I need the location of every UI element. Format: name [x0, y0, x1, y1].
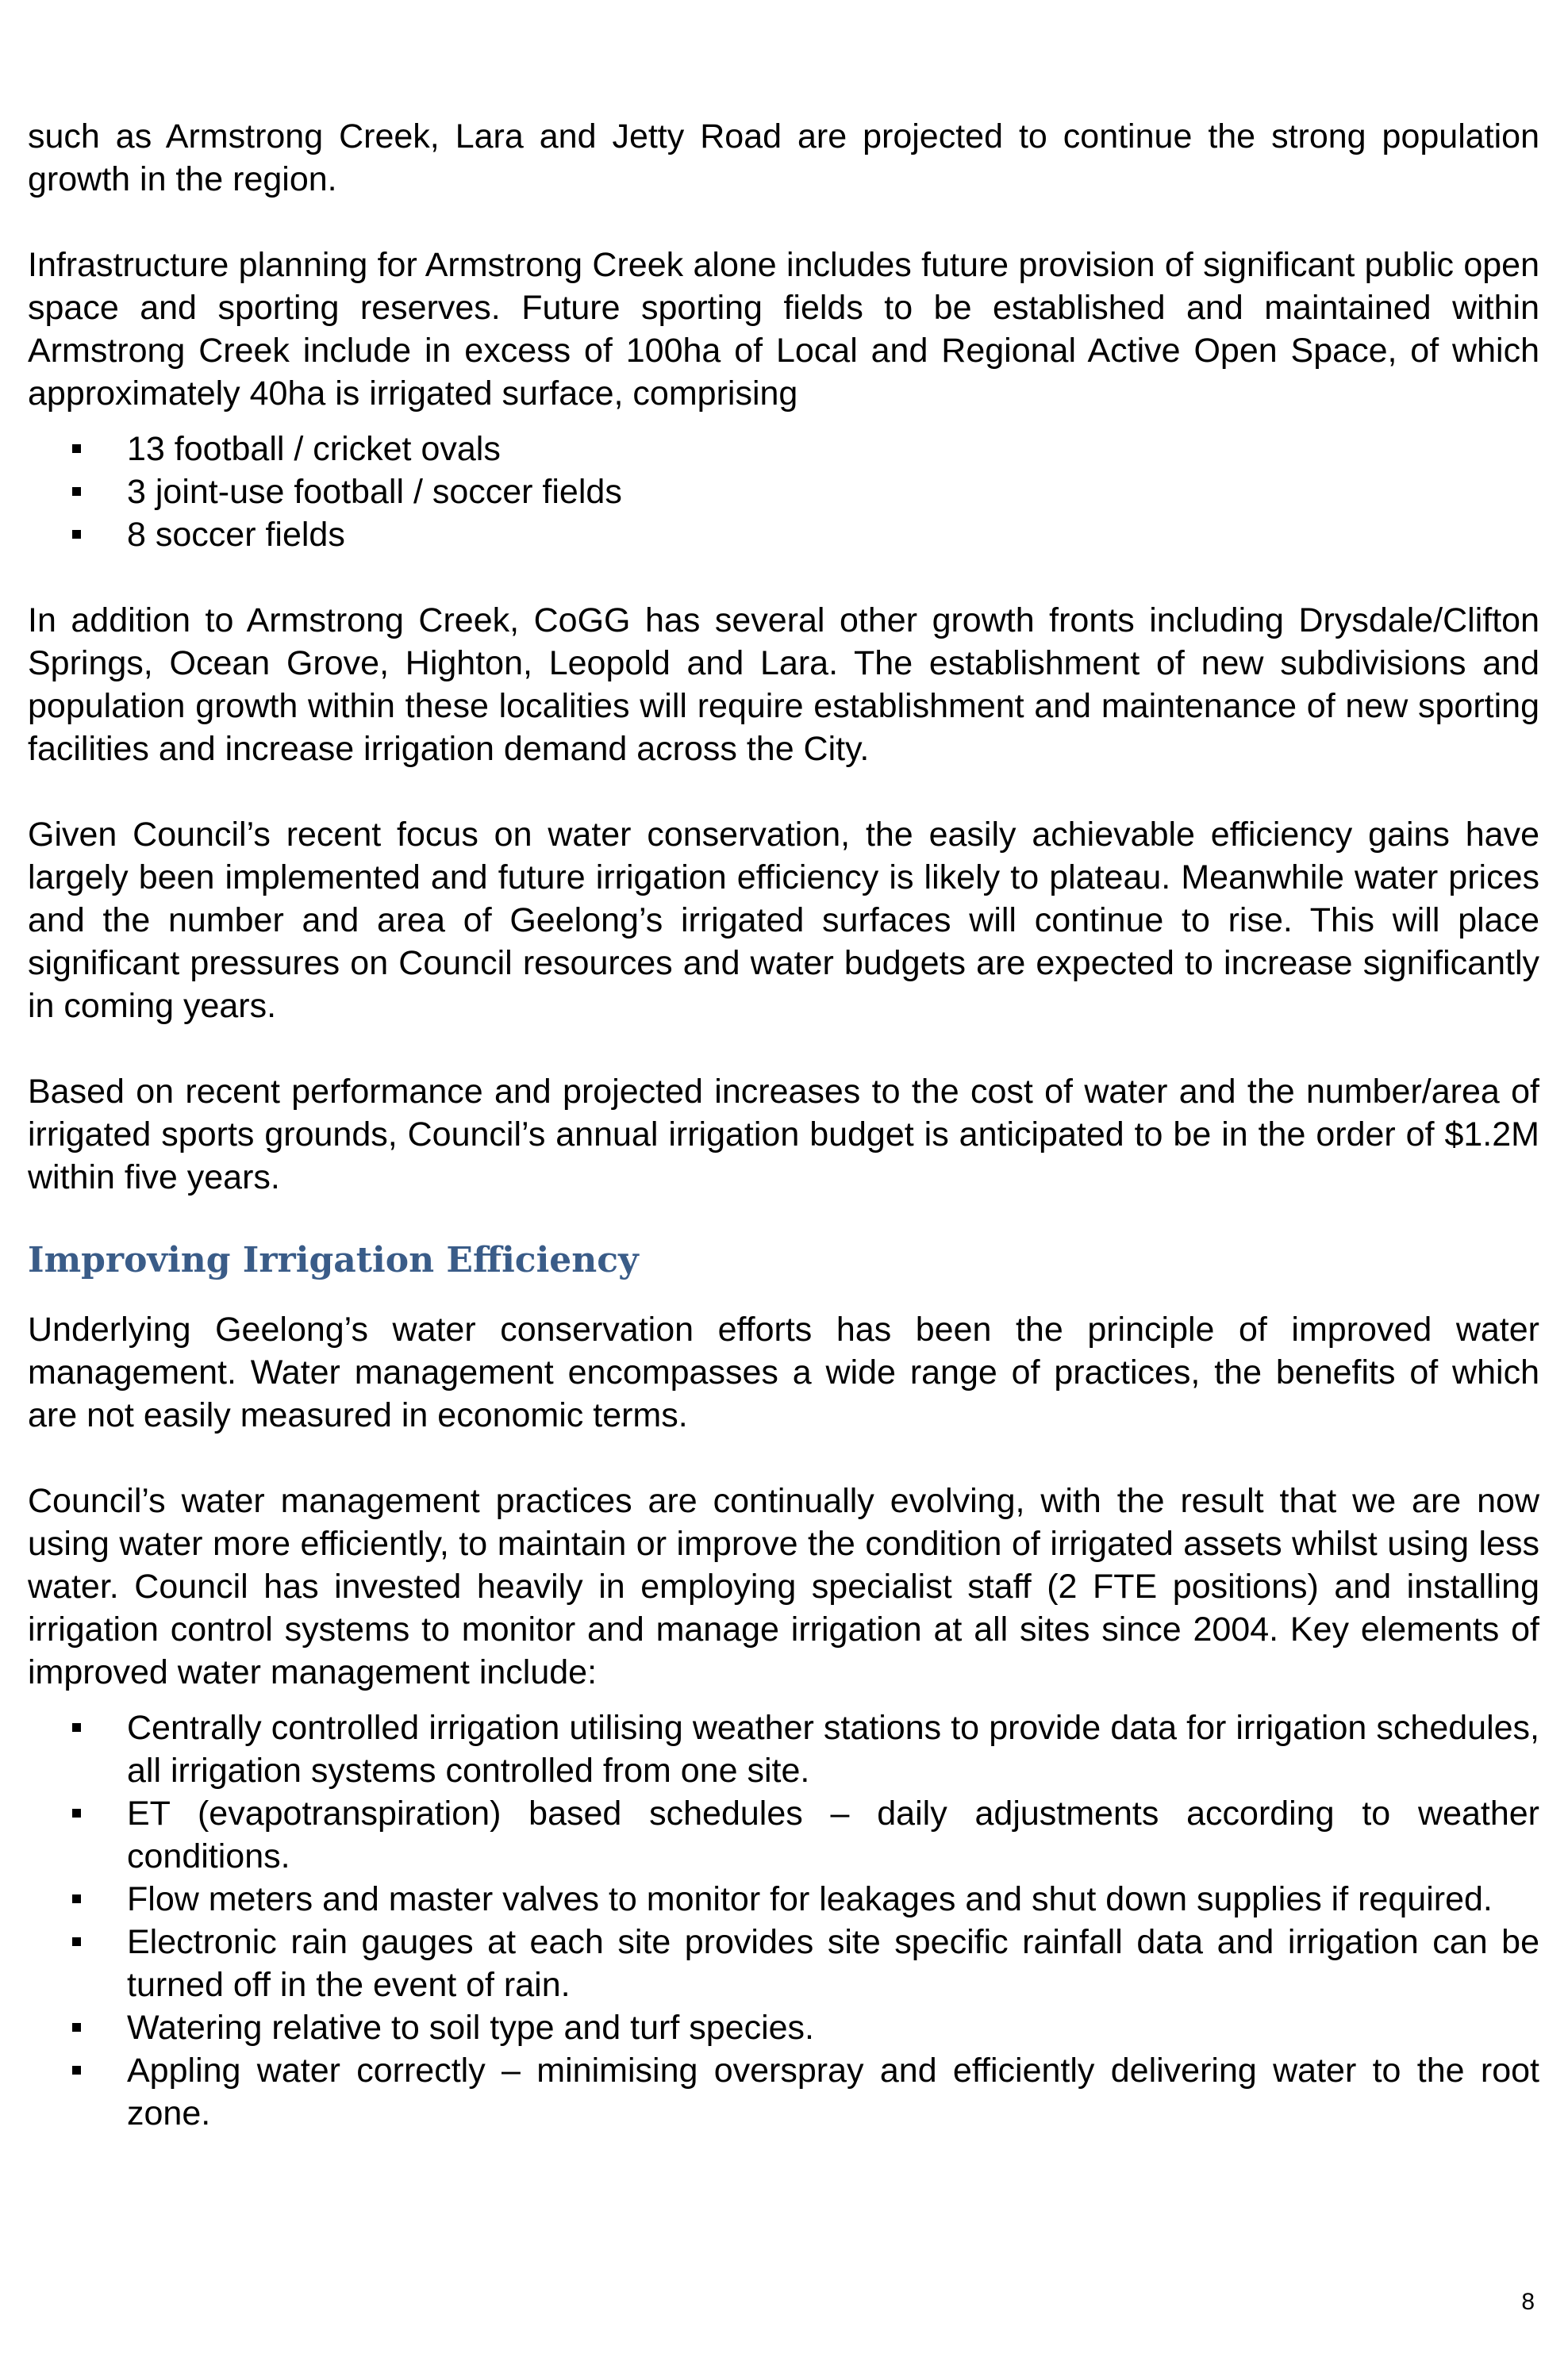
page-number: 8	[1521, 2289, 1535, 2315]
list-item	[28, 1792, 1539, 1878]
list-item-text: 8 soccer fields	[127, 516, 345, 554]
paragraph-growth-fronts: In addition to Armstrong Creek, CoGG has several other growth fronts including Drysdale/Clifton Springs, Ocean Grove, Highton, Leopold and Lara. The establishment of new subdivisions and population growth within these localities will require establishment and maintenance of new sporting facilities and increase irrigation demand across the City.	[28, 601, 1539, 768]
square-bullet-icon	[72, 487, 81, 496]
list-item-text: ET (evapotranspiration) based schedules – daily adjustments according to weather conditions.	[127, 1795, 1539, 1875]
paragraph-management-practices: Council’s water management practices are continually evolving, with the result that we are now using water more efficiently, to maintain or improve the condition of irrigated assets whilst using less water. Council has invested heavily in employing specialist staff (2 FTE positions) and installing irrigation control systems to monitor and manage irrigation at all sites since 2004. Key elements of improved water management include:	[28, 1482, 1539, 1691]
square-bullet-icon	[72, 1937, 81, 1946]
list-item	[28, 1921, 1539, 2006]
list-item	[28, 2049, 1539, 2135]
list-item	[28, 1878, 1539, 1921]
paragraph-water-management: Underlying Geelong’s water conservation efforts has been the principle of improved water management. Water management encompasses a wide range of practices, the benefits of which are not easily measured in economic terms.	[28, 1311, 1539, 1434]
list-item-text: Centrally controlled irrigation utilising weather stations to provide data for irrigation schedules, all irrigation systems controlled from one site.	[127, 1709, 1539, 1790]
square-bullet-icon	[72, 444, 81, 453]
square-bullet-icon	[72, 1723, 81, 1732]
list-item	[28, 2006, 1539, 2049]
list-item	[28, 428, 1539, 470]
paragraph-growth-areas: such as Armstrong Creek, Lara and Jetty Road are projected to continue the strong population growth in the region.	[28, 117, 1539, 198]
list-item-text: Appling water correctly – minimising overspray and efficiently delivering water to the root zone.	[127, 2052, 1539, 2132]
list-item	[28, 470, 1539, 513]
paragraph-irrigation-budget: Based on recent performance and projected increases to the cost of water and the number/area of irrigated sports grounds, Council’s annual irrigation budget is anticipated to be in the order of $1.2M within five years.	[28, 1073, 1539, 1196]
list-item	[28, 1706, 1539, 1792]
square-bullet-icon	[72, 2023, 81, 2032]
square-bullet-icon	[72, 1894, 81, 1903]
facilities-list	[28, 428, 1539, 556]
square-bullet-icon	[72, 1809, 81, 1818]
list-item-text: Watering relative to soil type and turf species.	[127, 2009, 814, 2047]
section-heading: Improving Irrigation Efficiency	[28, 1240, 639, 1280]
list-item-text: Electronic rain gauges at each site provides site specific rainfall data and irrigation can be turned off in the event of rain.	[127, 1923, 1539, 2004]
paragraph-infrastructure-planning: Infrastructure planning for Armstrong Creek alone includes future provision of significant public open space and sporting reserves. Future sporting fields to be established and maintained within Armstrong Creek include in excess of 100ha of Local and Regional Active Open Space, of which approximately 40ha is irrigated surface, comprising	[28, 246, 1539, 413]
square-bullet-icon	[72, 530, 81, 539]
list-item-text: 3 joint-use football / soccer fields	[127, 473, 622, 511]
page-content	[28, 115, 1539, 2178]
list-item-text: Flow meters and master valves to monitor for leakages and shut down supplies if required.	[127, 1880, 1493, 1918]
square-bullet-icon	[72, 2066, 81, 2075]
list-item-text: 13 football / cricket ovals	[127, 430, 501, 468]
paragraph-water-conservation: Given Council’s recent focus on water conservation, the easily achievable efficiency gains have largely been implemented and future irrigation efficiency is likely to plateau. Meanwhile water prices and the number and area of Geelong’s irrigated surfaces will continue to rise. This will place significant pressures on Council resources and water budgets are expected to increase significantly in coming years.	[28, 816, 1539, 1025]
water-management-elements-list	[28, 1706, 1539, 2135]
list-item	[28, 513, 1539, 556]
